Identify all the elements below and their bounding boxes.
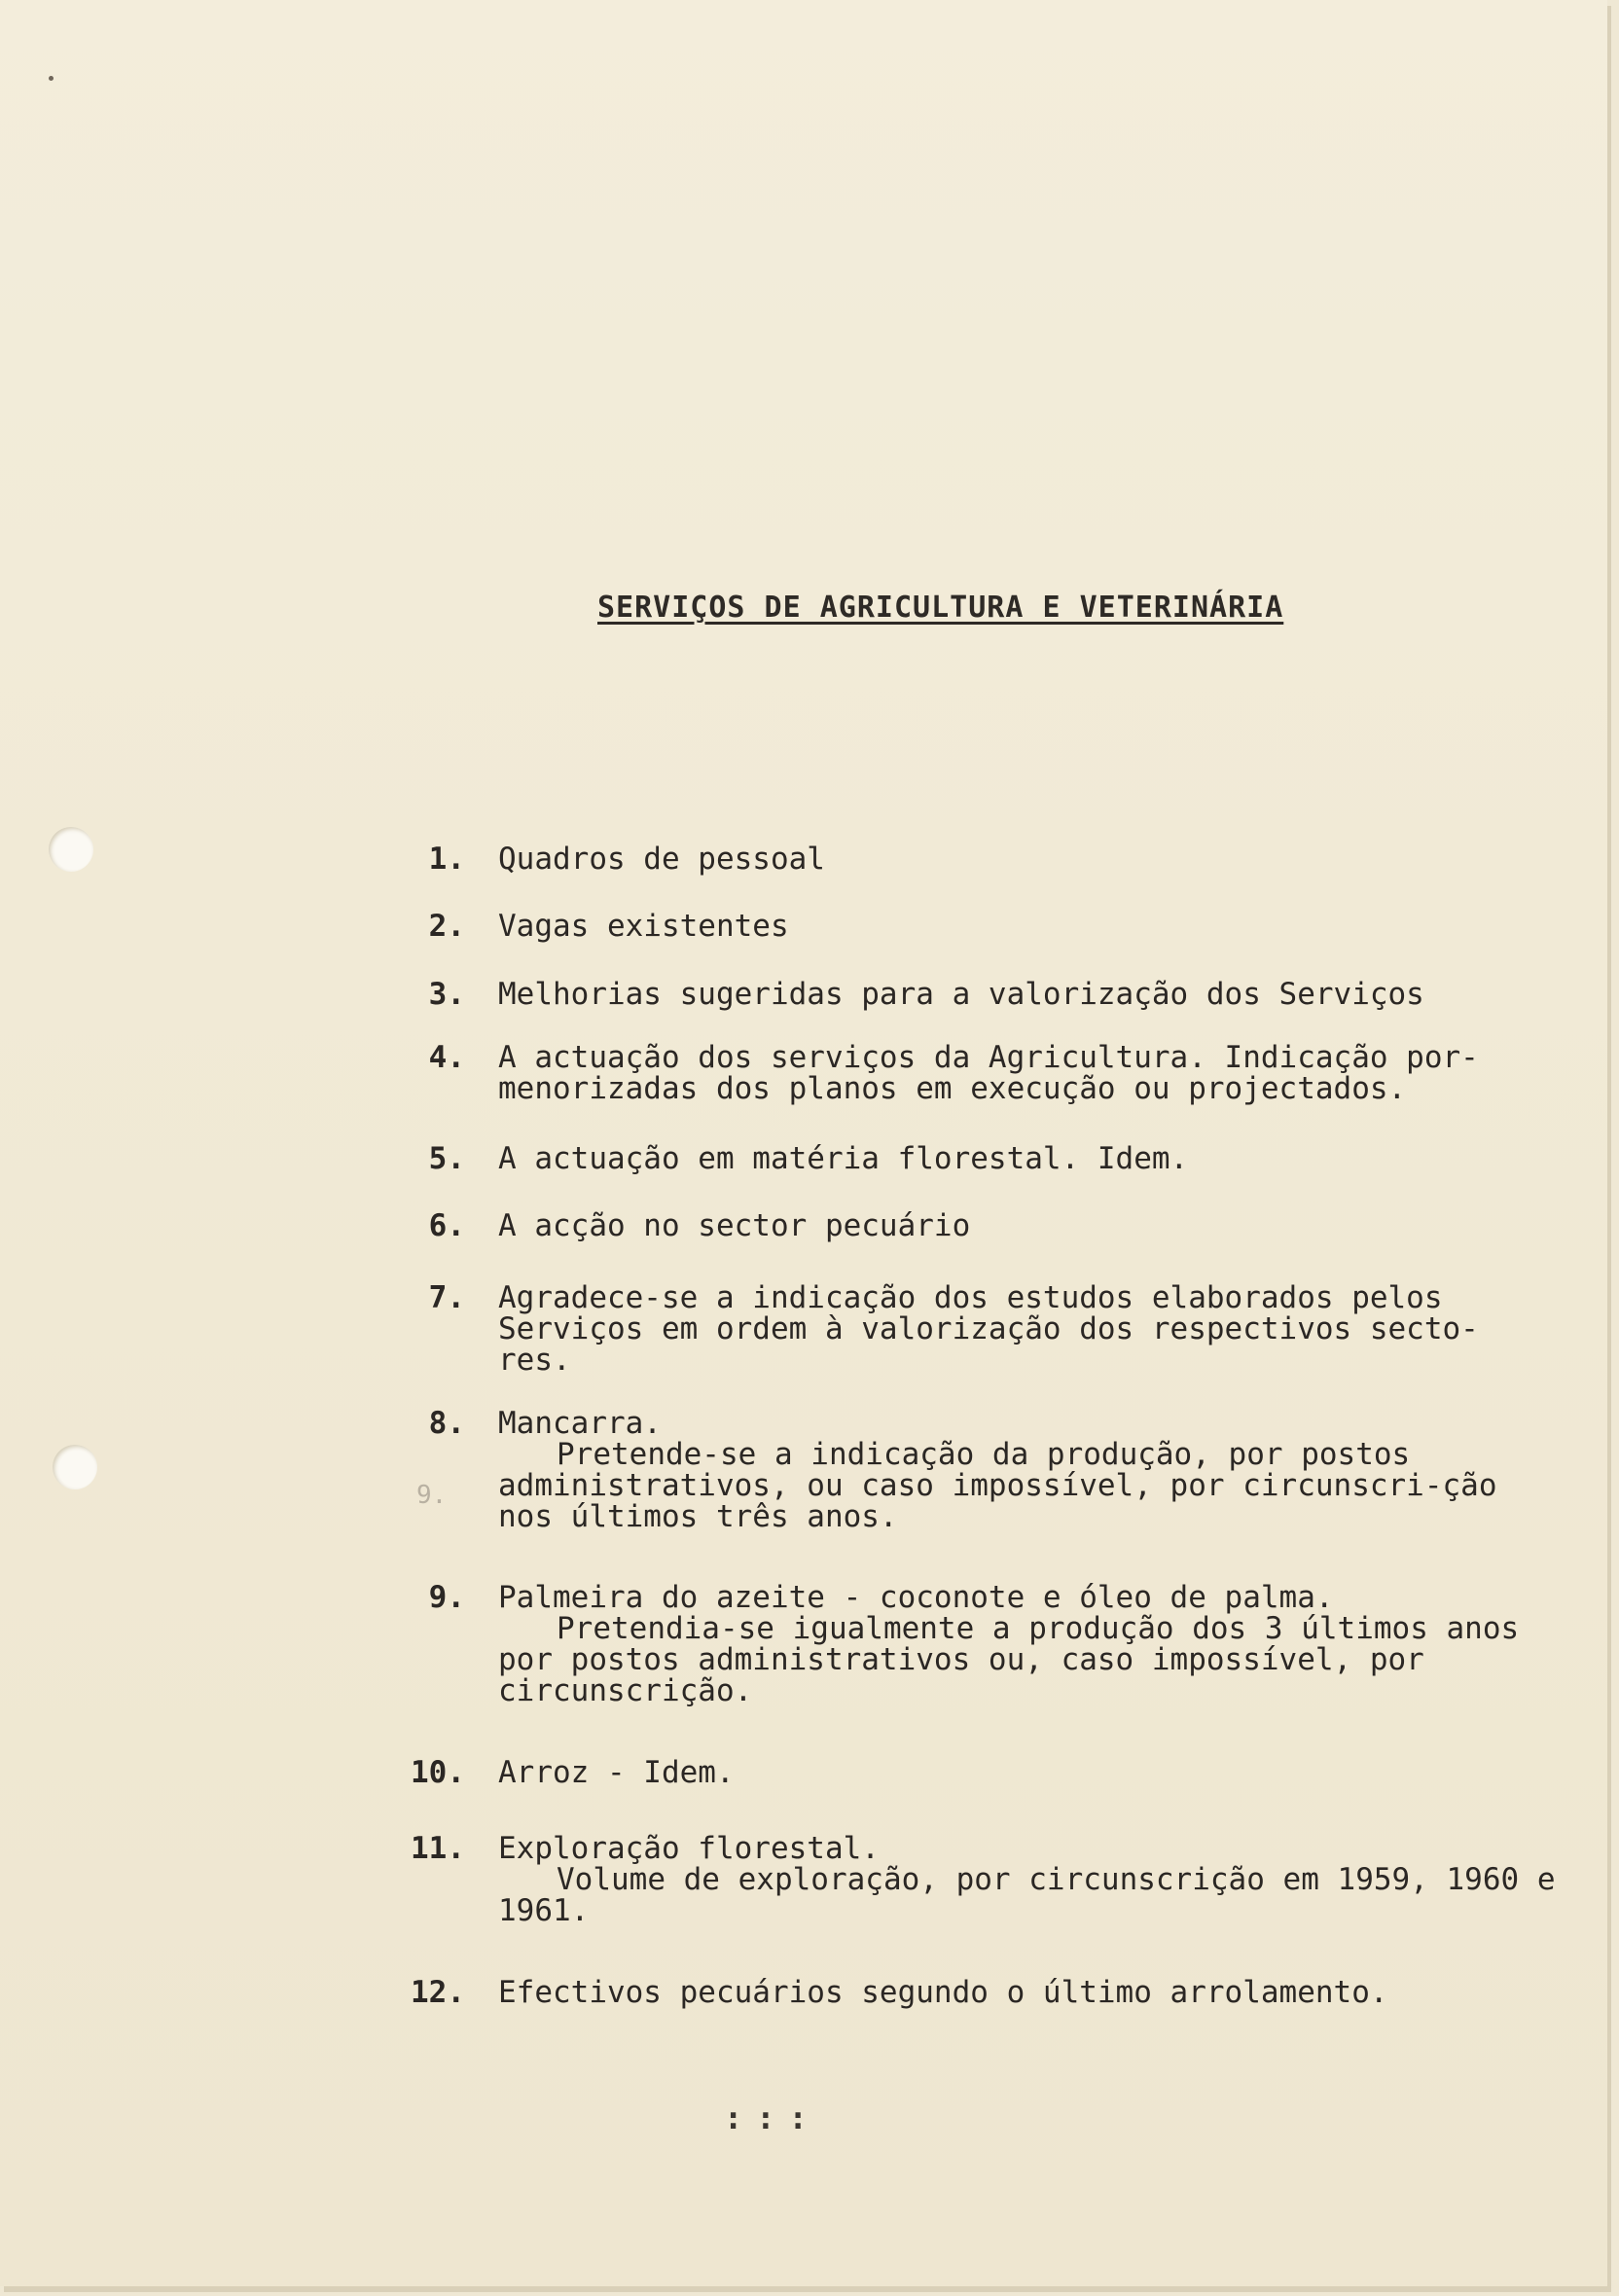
item-text: Volume de exploração, por circunscrição em 1959, 1960 e 1961. <box>498 1862 1574 1928</box>
margin-annotation: 9. <box>416 1481 448 1510</box>
item-text: Pretendia-se igualmente a produção dos 3 últimos anos por postos administrativos ou, caso impossível, por circunscrição. <box>498 1611 1537 1708</box>
item-number: 10. <box>411 1755 465 1790</box>
item-number: 9. <box>428 1580 465 1615</box>
item-number: 5. <box>428 1141 465 1176</box>
item-heading: Arroz - Idem. <box>498 1755 735 1790</box>
item-number: 11. <box>411 1831 465 1866</box>
item-number: 2. <box>428 909 465 944</box>
item-text: Serviços em ordem à valorização dos respectivos secto- res. <box>498 1311 1479 1378</box>
item-text: menorizadas dos planos em execução ou projectados. <box>498 1071 1407 1106</box>
item-heading: A actuação dos serviços da Agricultura. Indicação por- <box>498 1040 1479 1075</box>
punch-hole-lower <box>53 1445 97 1489</box>
item-heading: Mancarra. <box>498 1406 662 1441</box>
item-text: Pretende-se a indicação da produção, por postos administrativos, ou caso impossível, por circunscri-ção nos últimos três anos. <box>498 1437 1516 1534</box>
item-heading: Vagas existentes <box>498 909 789 944</box>
item-heading: A acção no sector pecuário <box>498 1208 971 1243</box>
item-number: 8. <box>428 1406 465 1441</box>
ink-speck <box>49 76 54 81</box>
item-number: 12. <box>411 1975 465 2010</box>
item-heading: Efectivos pecuários segundo o último arrolamento. <box>498 1975 1388 2010</box>
item-number: 1. <box>428 842 465 877</box>
item-heading: Quadros de pessoal <box>498 842 825 877</box>
item-number: 6. <box>428 1208 465 1243</box>
item-number: 3. <box>428 977 465 1012</box>
item-heading: Agradece-se a indicação dos estudos elaborados pelos <box>498 1280 1443 1315</box>
item-heading: Exploração florestal. <box>498 1831 880 1866</box>
item-number: 7. <box>428 1280 465 1315</box>
document-title: SERVIÇOS DE AGRICULTURA E VETERINÁRIA <box>597 591 1284 625</box>
punch-hole-upper <box>49 827 93 872</box>
closing-mark: ::: <box>724 2099 821 2136</box>
item-heading: A actuação em matéria florestal. Idem. <box>498 1141 1189 1176</box>
item-number: 4. <box>428 1040 465 1075</box>
item-heading: Palmeira do azeite - coconote e óleo de palma. <box>498 1580 1334 1615</box>
item-heading: Melhorias sugeridas para a valorização dos Serviços <box>498 977 1424 1012</box>
